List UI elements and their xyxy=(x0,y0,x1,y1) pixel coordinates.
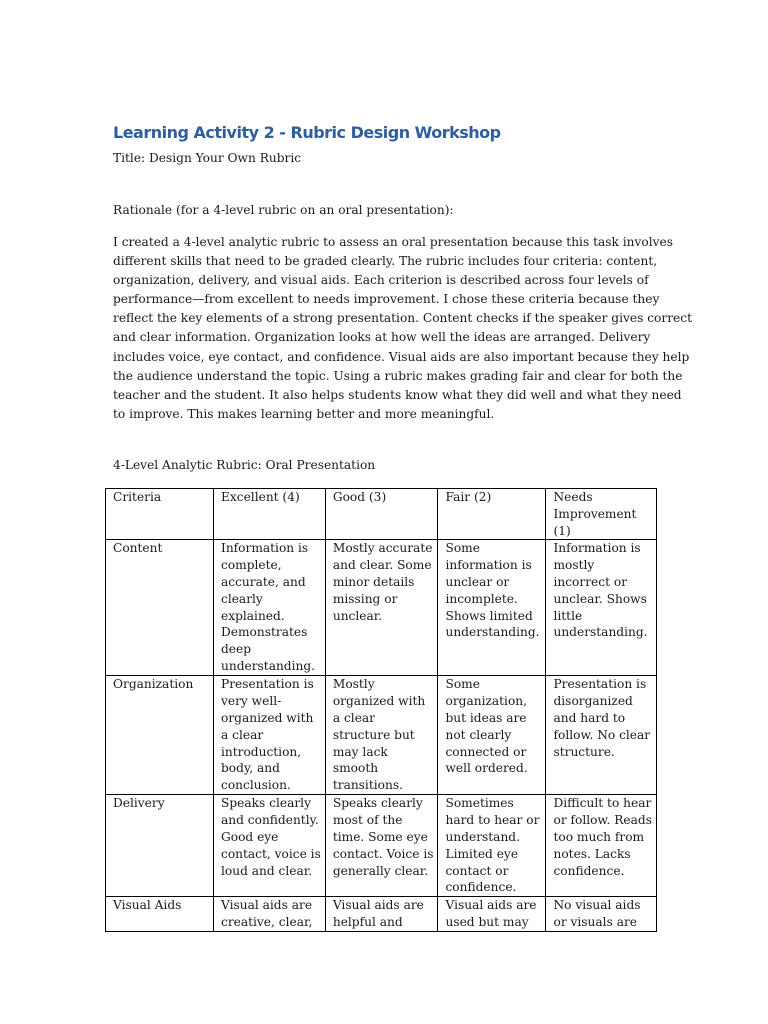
rubric-header-row xyxy=(106,489,657,540)
rubric-cell-text: confidence. xyxy=(445,880,517,895)
rationale-paragraph xyxy=(113,233,692,424)
rubric-cell-text: used but may xyxy=(445,915,529,930)
rubric-cell-text: loud and clear. xyxy=(221,863,313,878)
rationale-line: the audience understand the topic. Using a rubric makes grading fair and clear for both the xyxy=(113,368,683,383)
rubric-table-body xyxy=(106,489,657,932)
rubric-cell-text: a clear xyxy=(332,710,376,725)
rubric-cell-text: Shows limited xyxy=(445,608,533,623)
rubric-cell-text: missing or xyxy=(332,591,398,606)
rubric-cell-text: structure. xyxy=(553,744,615,759)
rubric-cell-text: Visual aids are xyxy=(445,898,537,913)
rubric-cell-text: Delivery xyxy=(113,796,165,811)
activity-heading: Learning Activity 2 - Rubric Design Workshop xyxy=(113,123,501,142)
rubric-cell-text: Speaks clearly xyxy=(332,796,423,811)
rationale-line: to improve. This makes learning better and more meaningful. xyxy=(113,406,495,421)
rubric-row xyxy=(106,795,657,897)
rubric-cell-text: creative, clear, xyxy=(221,915,313,930)
rationale-line: organization, delivery, and visual aids. Each criterion is described across four levels of xyxy=(113,273,649,288)
rubric-cell-text: too much from xyxy=(553,829,645,844)
rubric-level-cell xyxy=(546,540,656,676)
rubric-cell-text: Visual aids are xyxy=(221,898,313,913)
rubric-cell-text: (1) xyxy=(553,523,571,538)
rubric-cell-text: notes. Lacks xyxy=(553,846,631,861)
rubric-cell-text: little xyxy=(553,608,583,623)
rubric-cell-text: but ideas are xyxy=(445,710,527,725)
rubric-cell-text: minor details xyxy=(332,574,415,589)
rubric-header-cell xyxy=(438,489,546,540)
rubric-cell-text: Demonstrates xyxy=(221,625,308,640)
rubric-level-cell xyxy=(214,540,326,676)
rubric-header-cell xyxy=(325,489,438,540)
rubric-cell-text: Visual Aids xyxy=(113,898,182,913)
rubric-cell-text: Organization xyxy=(113,677,194,692)
rubric-cell-text: transitions. xyxy=(332,778,403,793)
rubric-cell-text: Fair (2) xyxy=(445,490,492,504)
rubric-cell-text: time. Some eye xyxy=(332,829,428,844)
rubric-cell-text: most of the xyxy=(332,813,403,828)
rubric-cell-text: introduction, xyxy=(221,744,302,759)
rubric-cell-text: and confidently. xyxy=(221,813,319,828)
rubric-cell-text: understand. xyxy=(445,829,520,844)
rubric-cell-text: incorrect or xyxy=(553,574,628,589)
rubric-level-cell xyxy=(325,540,438,676)
rubric-level-cell xyxy=(325,897,438,932)
rubric-cell-text: explained. xyxy=(221,608,285,623)
rubric-cell-text: understanding. xyxy=(445,625,540,640)
rubric-cell-text: Mostly accurate xyxy=(332,541,433,556)
rubric-row xyxy=(106,540,657,676)
rubric-level-cell xyxy=(214,676,326,795)
rubric-cell-text: generally clear. xyxy=(332,863,429,878)
rubric-level-cell xyxy=(438,897,546,932)
rubric-cell-text: and clear. Some xyxy=(332,558,432,573)
rubric-table xyxy=(105,488,657,932)
rubric-cell-text: conclusion. xyxy=(221,778,291,793)
rubric-cell-text: disorganized xyxy=(553,694,633,709)
rubric-cell-text: may lack xyxy=(332,744,388,759)
rubric-header-cell xyxy=(214,489,326,540)
rubric-cell-text: No visual aids xyxy=(553,898,641,913)
rubric-level-cell xyxy=(325,795,438,897)
rubric-cell-text: unclear. xyxy=(332,608,383,623)
rationale-line: I created a 4-level analytic rubric to assess an oral presentation because this task involves xyxy=(113,235,673,249)
rubric-cell-text: Information is xyxy=(553,541,641,556)
rationale-line: different skills that need to be graded clearly. The rubric includes four criteria: content, xyxy=(113,254,658,269)
rubric-cell-text: Presentation is xyxy=(221,677,314,692)
rubric-cell-text: confidence. xyxy=(553,863,625,878)
rubric-criterion-cell xyxy=(106,540,214,676)
rubric-cell-text: Good eye xyxy=(221,829,279,844)
rubric-cell-text: or visuals are xyxy=(553,915,638,930)
rubric-level-cell xyxy=(546,795,656,897)
rubric-criterion-cell xyxy=(106,676,214,795)
rubric-cell-text: contact. Voice is xyxy=(332,846,434,861)
rubric-cell-text: clearly xyxy=(221,591,263,606)
rationale-line: performance—from excellent to needs improvement. I chose these criteria because they xyxy=(113,292,660,307)
rubric-row xyxy=(106,897,657,932)
rubric-header-cell xyxy=(546,489,656,540)
rubric-cell-text: Needs xyxy=(553,490,593,504)
rubric-cell-text: body, and xyxy=(221,761,280,776)
rubric-cell-text: Good (3) xyxy=(332,490,387,504)
rubric-heading: 4-Level Analytic Rubric: Oral Presentation xyxy=(113,458,376,472)
rubric-cell-text: or follow. Reads xyxy=(553,813,652,828)
rubric-cell-text: follow. No clear xyxy=(553,727,651,742)
rubric-cell-text: accurate, and xyxy=(221,574,306,589)
rubric-cell-text: mostly xyxy=(553,558,595,573)
rubric-cell-text: well ordered. xyxy=(445,761,528,776)
rationale-heading: Rationale (for a 4-level rubric on an oral presentation): xyxy=(113,203,454,217)
rubric-cell-text: not clearly xyxy=(445,727,512,742)
rubric-level-cell xyxy=(214,897,326,932)
rubric-level-cell xyxy=(546,897,656,932)
rubric-cell-text: unclear. Shows xyxy=(553,591,647,606)
rubric-cell-text: Difficult to hear xyxy=(553,796,652,811)
rubric-level-cell xyxy=(438,540,546,676)
rubric-cell-text: incomplete. xyxy=(445,591,518,606)
rubric-level-cell xyxy=(438,795,546,897)
rubric-cell-text: unclear or xyxy=(445,574,510,589)
rubric-cell-text: very well- xyxy=(221,694,282,709)
rubric-cell-text: Presentation is xyxy=(553,677,647,692)
rubric-cell-text: Speaks clearly xyxy=(221,796,311,811)
rubric-cell-text: and hard to xyxy=(553,710,626,725)
rubric-title-line: Title: Design Your Own Rubric xyxy=(113,151,302,165)
rubric-cell-text: Criteria xyxy=(113,490,162,504)
rationale-line: reflect the key elements of a strong presentation. Content checks if the speaker gives correct xyxy=(113,311,692,326)
rubric-level-cell xyxy=(438,676,546,795)
rubric-cell-text: Information is xyxy=(221,541,309,556)
rubric-cell-text: contact, voice is xyxy=(221,846,321,861)
rubric-criterion-cell xyxy=(106,795,214,897)
rubric-cell-text: Excellent (4) xyxy=(221,490,300,504)
rubric-cell-text: understanding. xyxy=(553,625,648,640)
rubric-cell-text: organized with xyxy=(221,710,314,725)
rubric-cell-text: connected or xyxy=(445,744,527,759)
rubric-row xyxy=(106,676,657,795)
rubric-cell-text: helpful and xyxy=(332,915,403,930)
rubric-header-cell xyxy=(106,489,214,540)
rubric-cell-text: hard to hear or xyxy=(445,813,540,828)
rubric-level-cell xyxy=(546,676,656,795)
rubric-cell-text: Sometimes xyxy=(445,796,514,811)
rationale-line: includes voice, eye contact, and confidence. Visual aids are also important because they help xyxy=(113,349,690,364)
rubric-cell-text: contact or xyxy=(445,863,509,878)
rubric-cell-text: Some xyxy=(445,541,480,556)
rubric-cell-text: smooth xyxy=(332,761,379,776)
rubric-criterion-cell xyxy=(106,897,214,932)
rubric-cell-text: Limited eye xyxy=(445,846,519,861)
rubric-cell-text: complete, xyxy=(221,558,282,573)
rubric-cell-text: organized with xyxy=(332,694,426,709)
rubric-cell-text: understanding. xyxy=(221,658,316,673)
rubric-level-cell xyxy=(214,795,326,897)
rubric-cell-text: Visual aids are xyxy=(332,898,424,913)
rubric-cell-text: a clear xyxy=(221,727,264,742)
rubric-cell-text: Mostly xyxy=(332,677,375,692)
rubric-cell-text: Content xyxy=(113,541,163,556)
rubric-cell-text: organization, xyxy=(445,694,528,709)
rubric-cell-text: Improvement xyxy=(553,506,637,521)
rubric-cell-text: structure but xyxy=(332,727,415,742)
rubric-cell-text: information is xyxy=(445,558,532,573)
rationale-line: teacher and the student. It also helps students know what they did well and what they need xyxy=(113,387,682,402)
rubric-cell-text: Some xyxy=(445,677,480,692)
rationale-line: and clear information. Organization looks at how well the ideas are arranged. Delivery xyxy=(113,330,651,345)
rubric-cell-text: deep xyxy=(221,642,252,657)
rubric-level-cell xyxy=(325,676,438,795)
